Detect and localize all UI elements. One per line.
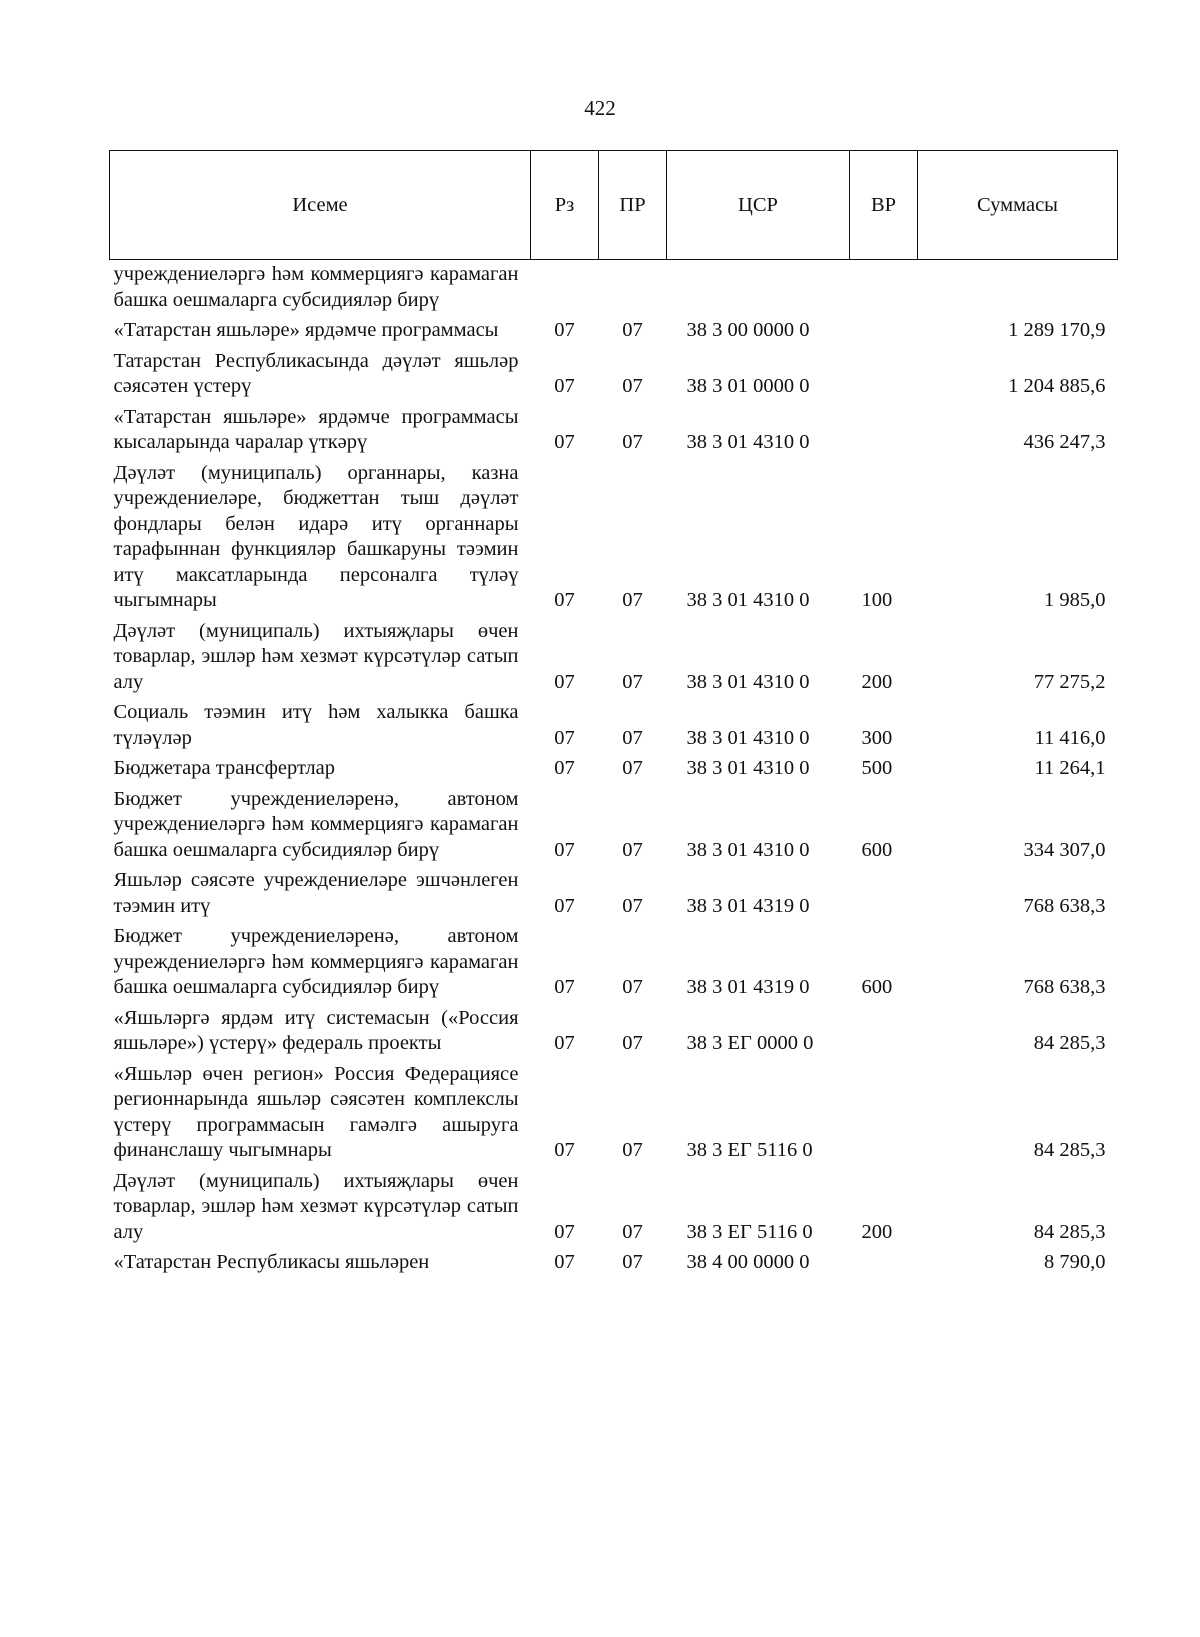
page-number: 422 (584, 96, 616, 120)
table-row (110, 787, 1118, 869)
table-row (110, 1006, 1118, 1062)
row-pr: 07 (622, 1220, 643, 1243)
row-pr: 07 (622, 431, 643, 453)
row-vr (850, 349, 918, 405)
header-vr: ВР (850, 151, 918, 260)
row-rz: 07 (554, 589, 575, 611)
row-csr: 38 3 01 4310 0 (686, 431, 810, 453)
row-name: Бюджет учреждениеләренә, автоном учреждениеләргә һәм коммерциягә карамаган башка оешмаларга субсидияләр бирү (113, 925, 519, 998)
row-sum: 436 247,3 (1023, 431, 1106, 453)
row-name: Бюджет учреждениеләренә, автоном учреждениеләргә һәм коммерциягә карамаган башка оешмаларга субсидияләр бирү (113, 787, 519, 861)
table-row (110, 405, 1118, 461)
table-row (110, 619, 1118, 701)
row-name: Дәүләт (муниципаль) ихтыяҗлары өчен товарлар, эшләр һәм хезмәт күрсәтүләр сатып алу (113, 619, 519, 693)
row-pr: 07 (622, 670, 643, 693)
header-csr: ЦСР (667, 151, 850, 260)
row-csr: 38 3 01 4310 0 (686, 670, 810, 693)
row-name: Социаль тәэмин итү һәм халыкка башка түләүләр (113, 701, 519, 749)
header-sum: Суммасы (918, 151, 1118, 260)
row-sum: 84 285,3 (1033, 1220, 1106, 1243)
table-row (110, 1169, 1118, 1251)
table-row (110, 349, 1118, 405)
row-vr (850, 1006, 918, 1062)
row-rz: 07 (554, 1139, 575, 1161)
row-sum: 768 638,3 (1023, 894, 1106, 917)
row-rz: 07 (554, 319, 575, 341)
row-csr: 38 3 01 4310 0 (686, 757, 810, 779)
row-vr: 200 (861, 1220, 893, 1243)
row-sum: 768 638,3 (1023, 976, 1106, 998)
row-vr (850, 318, 918, 349)
row-rz: 07 (554, 757, 575, 779)
row-sum: 334 307,0 (1023, 838, 1106, 861)
row-csr: 38 3 01 4310 0 (686, 589, 810, 611)
row-name: «Яшьләргә ярдәм итү системасын («Россия яшьләре») үстерү» федераль проекты (113, 1006, 519, 1054)
row-vr (850, 1062, 918, 1169)
row-sum: 11 416,0 (1034, 726, 1106, 749)
row-vr: 500 (861, 757, 893, 779)
header-rz: Рз (531, 151, 599, 260)
row-pr: 07 (622, 726, 643, 749)
row-sum: 1 289 170,9 (1008, 319, 1106, 341)
row-rz: 07 (554, 838, 575, 861)
row-sum: 1 985,0 (1044, 589, 1106, 611)
row-pr: 07 (622, 757, 643, 779)
table-row (110, 260, 1118, 319)
row-sum: 84 285,3 (1033, 1139, 1106, 1161)
row-rz: 07 (554, 894, 575, 917)
row-pr: 07 (622, 1251, 643, 1273)
row-pr: 07 (622, 894, 643, 917)
row-csr: 38 3 ЕГ 5116 0 (686, 1220, 813, 1243)
table-row (110, 318, 1118, 349)
row-rz: 07 (554, 1251, 575, 1273)
row-name: «Яшьләр өчен регион» Россия Федерациясе регионнарында яшьләр сәясәтен комплекслы үстерү программасын гамәлгә ашыруга финанслашу чыгымнары (113, 1062, 519, 1161)
row-csr: 38 3 ЕГ 5116 0 (686, 1139, 813, 1161)
row-name: Татарстан Республикасында дәүләт яшьләр сәясәтен үстерү (113, 349, 519, 397)
row-rz: 07 (554, 726, 575, 749)
row-csr (667, 260, 850, 319)
row-sum: 8 790,0 (1044, 1251, 1106, 1273)
row-name: «Татарстан яшьләре» ярдәмче программасы кысаларында чаралар үткәрү (113, 405, 519, 453)
row-name: Яшьләр сәясәте учреждениеләре эшчәнлеген тәэмин итү (113, 869, 519, 917)
row-vr (850, 1250, 918, 1281)
row-name: Бюджетара трансфертлар (113, 757, 336, 779)
table-row (110, 700, 1118, 756)
row-sum (918, 260, 1118, 319)
row-name: Дәүләт (муниципаль) органнары, казна учреждениеләре, бюджеттан тыш дәүләт фондлары белән идарә итү органнары тарафыннан функцияләр башкаруны тәэмин итү максатларында персоналга түләү чыгымнары (113, 461, 519, 611)
row-vr (850, 868, 918, 924)
row-name: учреждениеләргә һәм коммерциягә карамаган башка оешмаларга субсидияләр бирү (113, 263, 519, 311)
row-sum: 77 275,2 (1033, 670, 1106, 693)
table-body (110, 260, 1118, 1281)
table-row (110, 1250, 1118, 1281)
row-csr: 38 3 01 4310 0 (686, 838, 810, 861)
row-sum: 1 204 885,6 (1008, 375, 1106, 397)
row-vr: 600 (861, 976, 893, 998)
table-row (110, 868, 1118, 924)
row-pr: 07 (622, 1032, 643, 1054)
row-vr: 600 (861, 838, 893, 861)
row-pr: 07 (622, 589, 643, 611)
row-vr (850, 405, 918, 461)
row-pr: 07 (622, 1139, 643, 1161)
row-pr: 07 (622, 319, 643, 341)
row-pr (599, 260, 667, 319)
row-pr: 07 (622, 838, 643, 861)
row-sum: 11 264,1 (1034, 757, 1106, 779)
row-csr: 38 4 00 0000 0 (686, 1251, 810, 1273)
header-name: Исеме (110, 151, 531, 260)
row-csr: 38 3 01 4319 0 (686, 976, 810, 998)
row-vr: 300 (861, 726, 893, 749)
table-row (110, 924, 1118, 1006)
row-vr: 200 (861, 670, 893, 693)
row-csr: 38 3 ЕГ 0000 0 (686, 1032, 814, 1054)
row-rz: 07 (554, 431, 575, 453)
table-header (110, 151, 1118, 260)
header-pr: ПР (599, 151, 667, 260)
row-csr: 38 3 00 0000 0 (686, 319, 810, 341)
row-csr: 38 3 01 0000 0 (686, 375, 810, 397)
row-rz: 07 (554, 670, 575, 693)
row-rz: 07 (554, 1032, 575, 1054)
row-csr: 38 3 01 4310 0 (686, 726, 810, 749)
row-name: «Татарстан яшьләре» ярдәмче программасы (113, 319, 499, 341)
row-vr (850, 260, 918, 319)
table-row (110, 1062, 1118, 1169)
row-sum: 84 285,3 (1033, 1032, 1106, 1054)
row-rz: 07 (554, 976, 575, 998)
row-rz: 07 (554, 375, 575, 397)
row-rz: 07 (554, 1220, 575, 1243)
row-name: Дәүләт (муниципаль) ихтыяҗлары өчен товарлар, эшләр һәм хезмәт күрсәтүләр сатып алу (113, 1169, 519, 1243)
row-pr: 07 (622, 976, 643, 998)
table-row (110, 756, 1118, 787)
row-rz (531, 260, 599, 319)
row-csr: 38 3 01 4319 0 (686, 894, 810, 917)
budget-table (109, 150, 1118, 1281)
row-vr: 100 (861, 589, 893, 611)
row-name: «Татарстан Республикасы яшьләрен (113, 1251, 430, 1273)
table-row (110, 461, 1118, 619)
row-pr: 07 (622, 375, 643, 397)
